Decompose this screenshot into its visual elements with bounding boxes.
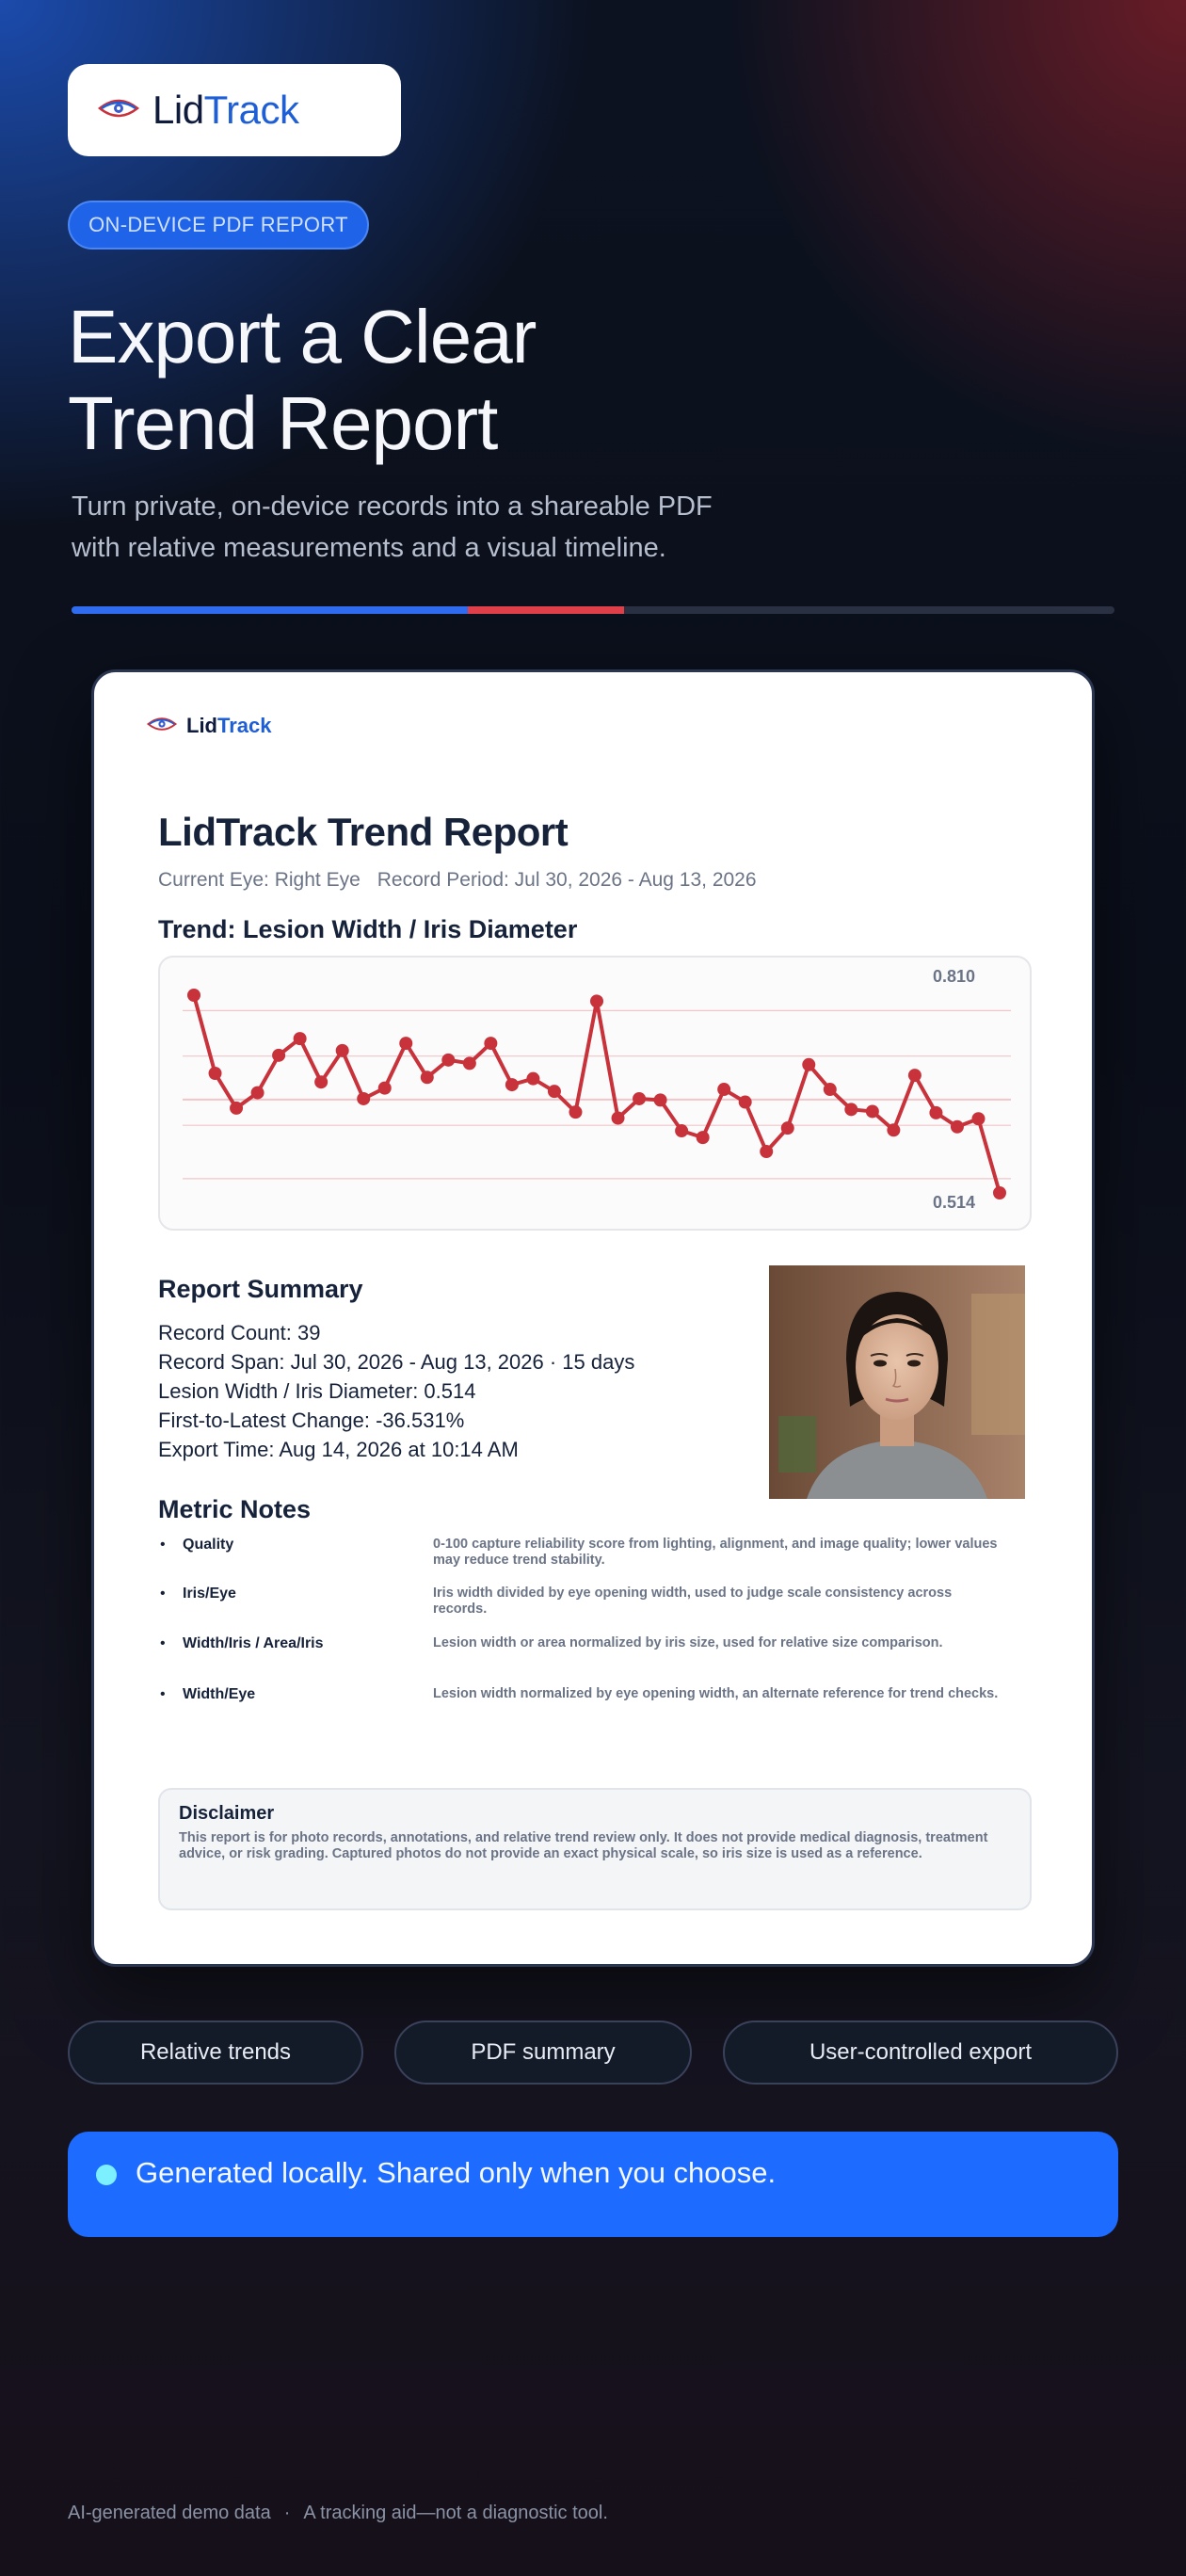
note-text: Lesion width or area normalized by iris size, used for relative size comparison.: [433, 1635, 943, 1650]
note-text: Iris width divided by eye opening width, used to judge scale consistency across records.: [433, 1586, 953, 1617]
data-point: [612, 1112, 625, 1125]
eye-logo-icon: [147, 716, 177, 737]
data-point: [887, 1123, 900, 1136]
step-progress-bar: [72, 606, 1114, 614]
data-point: [908, 1069, 922, 1082]
brand-name: LidTrack: [152, 88, 299, 132]
note-quality: • Quality 0-100 capture reliability score from lighting, alignment, and image quality; lower values may reduce trend stability.: [158, 1537, 1034, 1569]
trend-chart: [158, 956, 1032, 1231]
note-key: Width/Iris / Area/Iris: [183, 1635, 324, 1651]
trend-heading: Trend: Lesion Width / Iris Diameter: [158, 915, 578, 943]
data-point: [802, 1058, 815, 1071]
data-point: [526, 1072, 539, 1086]
hero-title: Export a Clear Trend Report: [68, 295, 537, 465]
data-point: [993, 1186, 1006, 1199]
data-point: [548, 1085, 561, 1098]
data-point: [209, 1067, 222, 1080]
data-point: [251, 1087, 264, 1100]
data-point: [844, 1103, 857, 1116]
record-period: Record Period: Jul 30, 2026 - Aug 13, 2026: [377, 869, 757, 891]
data-point: [739, 1096, 752, 1109]
data-point: [378, 1082, 392, 1095]
note-key: Quality: [183, 1537, 234, 1553]
chip-user-controlled-export[interactable]: User-controlled export: [723, 2021, 1118, 2085]
footer-separator: ·: [283, 2503, 291, 2523]
data-point: [230, 1102, 243, 1115]
chip-relative-trends[interactable]: Relative trends: [68, 2021, 363, 2085]
data-point: [336, 1044, 349, 1057]
data-point: [505, 1078, 519, 1091]
report-meta: [158, 869, 757, 892]
data-point: [463, 1056, 476, 1070]
data-point: [399, 1037, 412, 1050]
data-point: [760, 1145, 773, 1158]
data-point: [929, 1106, 942, 1119]
disclaimer-box: [158, 1788, 1032, 1910]
note-text: 0-100 capture reliability score from lighting, alignment, and image quality; lower values may reduce trend stability.: [433, 1537, 998, 1568]
progress-segment-red: [468, 606, 624, 614]
notes-heading: Metric Notes: [158, 1495, 312, 1523]
current-eye: Current Eye: Right Eye: [158, 869, 361, 891]
footer: [68, 2503, 608, 2524]
data-point: [971, 1112, 985, 1125]
progress-segment-blue: [72, 606, 468, 614]
note-text: Lesion width normalized by eye opening width, an alternate reference for trend checks.: [433, 1686, 999, 1701]
trend-chart-svg: [160, 958, 1034, 1232]
summary-record-count: Record Count: 39: [158, 1321, 321, 1344]
data-point: [421, 1071, 434, 1084]
chip-pdf-summary[interactable]: PDF summary: [394, 2021, 692, 2085]
summary-change: First-to-Latest Change: -36.531%: [158, 1409, 465, 1432]
summary-list: [158, 1318, 742, 1464]
data-point: [697, 1131, 710, 1144]
report-brand: LidTrack: [147, 714, 272, 738]
disclaimer-text: This report is for photo records, annotations, and relative trend review only. It does not provide medical diagnosis, treatment advice, or risk grading. Captured photos do not provide an exact physical scale, so iris size is used as a reference.: [179, 1830, 988, 1861]
eye-photo: [769, 1265, 1025, 1499]
data-point: [272, 1049, 285, 1062]
feature-badge: ON-DEVICE PDF REPORT: [68, 201, 369, 250]
data-point: [633, 1092, 646, 1105]
data-point: [187, 989, 200, 1002]
note-width-iris: • Width/Iris / Area/Iris Lesion width or area normalized by iris size, used for relative size comparison.: [158, 1635, 1034, 1652]
report-title: LidTrack Trend Report: [158, 810, 569, 854]
data-point: [441, 1054, 455, 1067]
status-dot-icon: [96, 2165, 117, 2185]
footer-disclaimer: A tracking aid—not a diagnostic tool.: [303, 2503, 608, 2523]
brand-card: [68, 64, 401, 156]
data-point: [654, 1093, 667, 1106]
summary-export-time: Export Time: Aug 14, 2026 at 10:14 AM: [158, 1438, 519, 1461]
hero-subtitle: Turn private, on-device records into a shareable PDF with relative measurements and a visual timeline.: [72, 491, 713, 563]
disclaimer-heading: Disclaimer: [179, 1803, 275, 1824]
data-point: [484, 1037, 497, 1050]
data-point: [314, 1075, 328, 1088]
footer-demo-note: AI-generated demo data: [68, 2503, 271, 2523]
summary-latest-value: Lesion Width / Iris Diameter: 0.514: [158, 1379, 476, 1403]
note-key: Width/Eye: [183, 1686, 256, 1702]
data-point: [675, 1124, 688, 1137]
banner-text: Generated locally. Shared only when you choose.: [136, 2156, 777, 2189]
report-preview-card: [91, 669, 1095, 1967]
data-point: [717, 1083, 730, 1096]
data-point: [866, 1104, 879, 1118]
data-point: [824, 1083, 837, 1096]
data-point: [357, 1092, 370, 1105]
y-tick-label-min: 0.514: [932, 1193, 975, 1212]
summary-record-span: Record Span: Jul 30, 2026 - Aug 13, 2026 · 15 days: [158, 1350, 635, 1374]
data-point: [294, 1032, 307, 1045]
data-point: [781, 1121, 794, 1135]
data-point: [951, 1120, 964, 1134]
summary-heading: Report Summary: [158, 1275, 363, 1303]
data-point: [569, 1105, 582, 1119]
note-key: Iris/Eye: [183, 1586, 236, 1602]
local-generation-banner: [68, 2132, 1118, 2237]
data-point: [590, 994, 603, 1007]
eye-logo-icon: [98, 97, 139, 124]
note-iris-eye: • Iris/Eye Iris width divided by eye opening width, used to judge scale consistency across records.: [158, 1586, 1034, 1618]
y-tick-label-max: 0.810: [932, 967, 975, 986]
note-width-eye: • Width/Eye Lesion width normalized by eye opening width, an alternate reference for trend checks.: [158, 1686, 1034, 1703]
series-line: [194, 995, 1000, 1193]
